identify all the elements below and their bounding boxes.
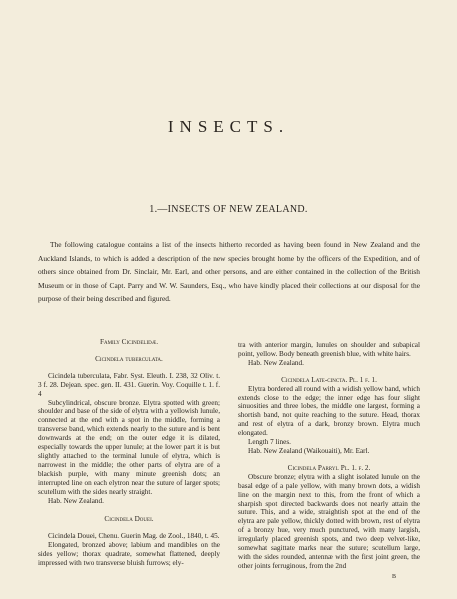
family-heading: Family Cicindelidæ. (100, 338, 158, 346)
synonymy-douei: Cicindela Douei, Chenu. Guerin Mag. de Zool., 1840, t. 45. (48, 532, 220, 541)
left-column (38, 338, 220, 568)
description-parryi: Obscure bronze; elytra with a slight isolated lunule on the basal edge of a pale yellow, with many brown dots, a widish line on the margin next to this, from the front of which a sharpish spot directed backwards does not nearly attain the suture. This, and a wide, straightish spot at the end of the elytra are pale yellow, thickly dotted with brown, rest of elytra of a bronzy hue, very much punctured, with many largish, irregularly placed greenish spots, and two deep velvet-like, somewhat sagittate marks near the suture; scutellum large, with the sides rounded, antennæ with the first joint green, the other joints ferruginous, from the 2nd (238, 472, 420, 570)
continuation-douei: tra with anterior margin, lunules on shoulder and subapical point, yellow. Body beneath greenish blue, with white hairs. (238, 341, 420, 358)
habitat-douei: Hab. New Zealand. (248, 358, 304, 367)
description-douei: Elongated, bronzed above; labium and mandibles on the sides yellow; thorax quadrate, somewhat flattened, deeply impressed with two transverse bluish furrows; ely- (38, 541, 220, 568)
species-heading-douei: Cicindela Douei. (104, 515, 154, 524)
page-title: INSECTS. (167, 117, 290, 136)
description-late-cincta: Elytra bordered all round with a widish yellow band, which extends close to the edge; the inner edge has four slight sinuosities and three lobes, the middle one largest, forming a shortish band, not quite reaching to the suture. Head, thorax and rest of elytra of a dark, bronzy brown. Elytra much elongated. (238, 384, 420, 438)
species-heading-parryi: Cicindela Parryi. Pl. 1. f. 2. (287, 463, 371, 472)
species-heading-late-cincta: Cicindela Late-cincta. Pl. 1 f. 1. (281, 375, 377, 384)
synonymy-tuberculata: Cicindela tuberculata, Fabr. Syst. Eleuth. I. 238, 32 Oliv. t. 3 f. 28. Dejean. spec. gen. II. 431. Guerin. Voy. Coquille t. 1. f. 4 (38, 371, 220, 398)
length-late-cincta: Length 7 lines. (248, 438, 291, 447)
species-heading-tuberculata: Cicindela tuberculata. (95, 354, 163, 363)
signature-mark: B (392, 574, 397, 580)
right-column (238, 341, 420, 571)
habitat-tuberculata: Hab. New Zealand. (48, 496, 104, 505)
section-heading: 1.—INSECTS OF NEW ZEALAND. (149, 204, 308, 215)
description-tuberculata: Subcylindrical, obscure bronze. Elytra spotted with green; shoulder and base of the side of elytra with a yellowish lunule, connected at the end with a spot in the middle, forming a transverse band, which extends nearly to the suture and is bent downwards at the end; on the outer edge it is dilated, especially towards the upper lunule; at the lower part it is but slightly attached to the terminal lunule of elytra, which is narrowest in the middle; the other parts of elytra are of a blackish purple, with many minute greenish dots; an interrupted line on each elytron near the suture of larger spots; scutellum with the sides nearly straight. (38, 398, 220, 496)
intro-paragraph: The following catalogue contains a list of the insects hitherto recorded as having been found in New Zealand and the Auckland Islands, to which is added a description of the new species brought home by the officers of the Expedition, and of others since obtained from Dr. Sinclair, Mr. Earl, and other persons, and are either contained in the collection of the British Museum or in those of Capt. Parry and W. W. Saunders, Esq., who have kindly placed their collections at our disposal for the purpose of their being described and figured. (38, 240, 420, 304)
intro-text (38, 238, 420, 306)
habitat-late-cincta: Hab. New Zealand (Waikouaiti), Mr. Earl. (248, 446, 370, 455)
